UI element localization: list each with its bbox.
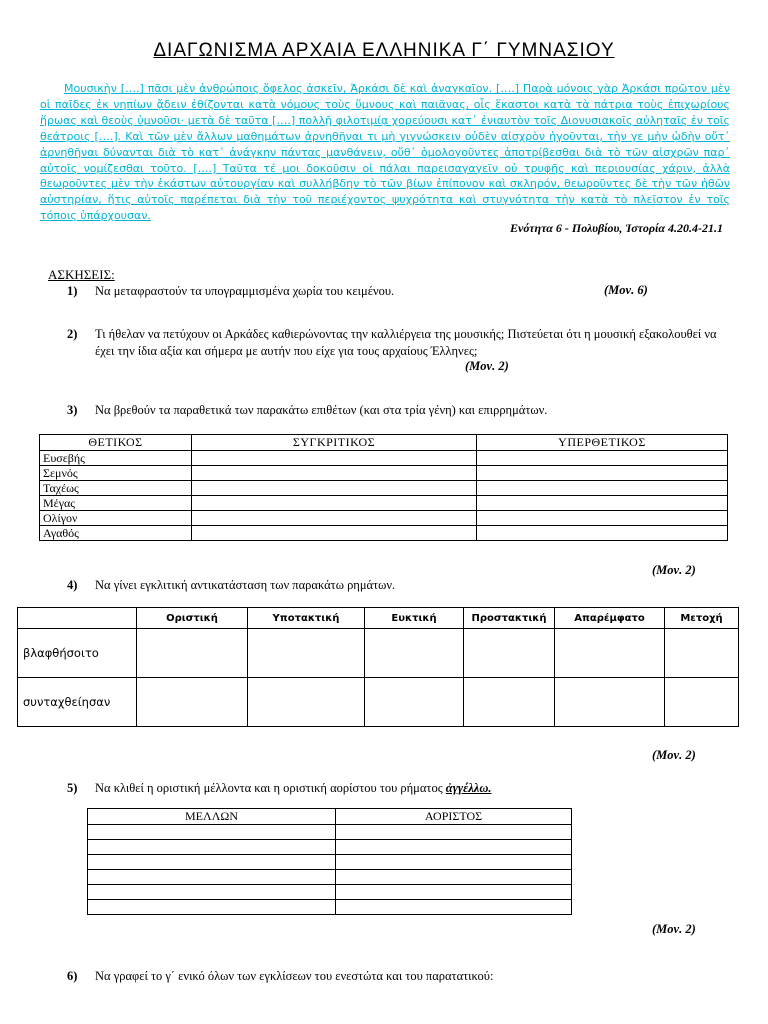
answer-cell[interactable]: [336, 885, 572, 900]
moods-table: [17, 607, 739, 727]
answer-cell[interactable]: [555, 629, 665, 678]
answer-cell[interactable]: [665, 629, 739, 678]
question-5: 5) Να κλιθεί η οριστική μέλλοντα και η οριστική αορίστου του ρήματος ἀγγέλλω.: [67, 781, 492, 795]
answer-cell[interactable]: [88, 825, 336, 840]
answer-cell[interactable]: [464, 629, 555, 678]
col-header-subjunctive: Υποτακτική: [248, 608, 365, 629]
col-header-comparative: ΣΥΓΚΡΙΤΙΚΟΣ: [192, 435, 477, 451]
question-5-marks: (Μον. 2): [652, 922, 696, 936]
table-row: [88, 855, 572, 870]
tenses-table: [87, 808, 572, 915]
answer-cell[interactable]: [192, 496, 477, 511]
answer-cell[interactable]: [88, 870, 336, 885]
row-label: βλαφθήσοιτο: [18, 629, 137, 678]
degrees-table: [39, 434, 728, 541]
answer-cell[interactable]: [88, 885, 336, 900]
col-header-indicative: Οριστική: [137, 608, 248, 629]
row-label: Ευσεβής: [40, 451, 192, 466]
answer-cell[interactable]: [477, 481, 728, 496]
answer-cell[interactable]: [336, 855, 572, 870]
table-row: [88, 900, 572, 915]
question-2: 2) Τι ήθελαν να πετύχουν οι Αρκάδες καθιερώνοντας την καλλιέργεια της μουσικής; Πιστεύεται ότι η μουσική εξακολουθεί να έχει την ίδια αξία και σήμερα με αυτήν που είχε για τους αρχαίους Έλληνες;: [67, 327, 717, 358]
answer-cell[interactable]: [192, 481, 477, 496]
answer-cell[interactable]: [555, 678, 665, 727]
col-header-positive: ΘΕΤΙΚΟΣ: [40, 435, 192, 451]
table-row: [88, 840, 572, 855]
col-header-aorist: ΑΟΡΙΣΤΟΣ: [336, 809, 572, 825]
answer-cell[interactable]: [336, 840, 572, 855]
answer-cell[interactable]: [365, 629, 464, 678]
answer-cell[interactable]: [192, 511, 477, 526]
answer-cell[interactable]: [192, 466, 477, 481]
answer-cell[interactable]: [665, 678, 739, 727]
question-1-marks: (Μον. 6): [604, 283, 648, 297]
question-4: 4) Να γίνει εγκλιτική αντικατάσταση των παρακάτω ρημάτων.: [67, 578, 396, 592]
table-header-row: [18, 608, 739, 629]
table-row: [18, 678, 739, 727]
table-row: [40, 481, 728, 496]
verb-aggello: ἀγγέλλω.: [445, 781, 492, 795]
exercises-heading: ΑΣΚΗΣΕΙΣ:: [48, 267, 115, 282]
answer-cell[interactable]: [477, 466, 728, 481]
answer-cell[interactable]: [248, 678, 365, 727]
answer-cell[interactable]: [88, 855, 336, 870]
table-row: [40, 511, 728, 526]
question-5-text: Να κλιθεί η οριστική μέλλοντα και η οριστική αορίστου του ρήματος: [95, 781, 443, 795]
col-header-optative: Ευκτική: [365, 608, 464, 629]
table-row: [88, 825, 572, 840]
col-header-verb: [18, 608, 137, 629]
col-header-imperative: Προστακτική: [464, 608, 555, 629]
answer-cell[interactable]: [248, 629, 365, 678]
answer-cell[interactable]: [477, 496, 728, 511]
question-4-marks: (Μον. 2): [652, 748, 696, 762]
table-row: [40, 496, 728, 511]
table-row: [88, 870, 572, 885]
row-label: συνταχθείησαν: [18, 678, 137, 727]
question-6: 6) Να γραφεί το γ΄ ενικό όλων των εγκλίσεων του ενεστώτα και του παρατατικού:: [67, 969, 494, 983]
question-1: 1) Να μεταφραστούν τα υπογραμμισμένα χωρία του κειμένου.: [67, 284, 395, 298]
answer-cell[interactable]: [137, 629, 248, 678]
col-header-future: ΜΕΛΛΩΝ: [88, 809, 336, 825]
answer-cell[interactable]: [137, 678, 248, 727]
answer-cell[interactable]: [88, 840, 336, 855]
table-row: [88, 885, 572, 900]
answer-cell[interactable]: [477, 511, 728, 526]
exam-title: ΔΙΑΓΩΝΙΣΜΑ ΑΡΧΑΙΑ ΕΛΛΗΝΙΚΑ Γ΄ ΓΥΜΝΑΣΙΟΥ: [153, 40, 615, 61]
answer-cell[interactable]: [88, 900, 336, 915]
answer-cell[interactable]: [336, 900, 572, 915]
row-label: Ολίγον: [40, 511, 192, 526]
table-header-row: [40, 435, 728, 451]
row-label: Μέγας: [40, 496, 192, 511]
answer-cell[interactable]: [477, 451, 728, 466]
table-header-row: [88, 809, 572, 825]
question-3: 3) Να βρεθούν τα παραθετικά των παρακάτω επιθέτων (και στα τρία γένη) και επιρρημάτων.: [67, 403, 548, 417]
source-citation: Ενότητα 6 - Πολυβίου, Ἱστορία 4.20.4-21.1: [510, 221, 723, 235]
answer-cell[interactable]: [365, 678, 464, 727]
table-row: [40, 466, 728, 481]
answer-cell[interactable]: [336, 870, 572, 885]
table-row: [18, 629, 739, 678]
answer-cell[interactable]: [336, 825, 572, 840]
row-label: Αγαθός: [40, 526, 192, 541]
ancient-text-passage: Μουσικὴν [….] πᾶσι μὲν ἀνθρώποις ὄφελος ἀσκεῖν, Ἀρκάσι δὲ καὶ ἀναγκαῖον. [….] Παρὰ μόνοις γὰρ Ἀρκάσι πρῶτον μὲν οἱ παῖδες ἐκ νηπίων ᾄδειν ἐθίζονται κατὰ νόμους τοὺς ὕμνους καὶ παιᾶνας, οἷς ἕκαστοι κατὰ τὰ πάτρια τοὺς ἐπιχωρίους ἥρωας καὶ θεοὺς ὑμνοῦσι· μετὰ δὲ ταῦτα [….] πολλῇ φιλοτιμίᾳ χορεύουσι κατ᾽ ἐνιαυτὸν τοῖς Διονυσιακοῖς αὐληταῖς ἐν τοῖς θεάτροις [….]. Καὶ τῶν μὲν ἄλλων μαθημάτων ἀρνηθῆναι τι μὴ γιγνώσκειν οὐδὲν αἰσχρὸν ἡγοῦνται, τὴν γε μὴν ᾠδὴν οὔτ᾽ ἀρνηθῆναι δύνανται διὰ τὸ κατ᾽ ἀνάγκην πάντας μανθάνειν, οὔθ᾽ ὁμολογοῦντες ἀποτρίβεσθαι διὰ τὸ τῶν αἰσχρῶν παρ᾽ αὐτοῖς νομίζεσθαι τοῦτο. [….] Ταῦτα τέ μοι δοκοῦσιν οἱ πάλαι παρεισαγαγεῖν οὐ τρυφῆς καὶ περιουσίας χάριν, ἀλλὰ θεωροῦντες μὲν τὴν ἑκάστων αὐτουργίαν καὶ συλλήβδην τὸ τῶν βίων ἐπίπονον καὶ σκληρόν, θεωροῦντες δὲ τὴν τῶν ἠθῶν αὐστηρίαν, ἥτις αὐτοῖς παρέπεται διὰ τὴν τοῦ περιέχοντος ψυχρότητα καὶ στυγνότητα τὴν κατὰ τὸ πλεῖστον ἐν τοῖς τόποις ὑπάρχουσαν.: [40, 82, 730, 223]
answer-cell[interactable]: [477, 526, 728, 541]
question-2-marks: (Μον. 2): [465, 359, 509, 373]
answer-cell[interactable]: [192, 451, 477, 466]
answer-cell[interactable]: [464, 678, 555, 727]
col-header-participle: Μετοχή: [665, 608, 739, 629]
col-header-infinitive: Απαρέμφατο: [555, 608, 665, 629]
col-header-superlative: ΥΠΕΡΘΕΤΙΚΟΣ: [477, 435, 728, 451]
table-row: [40, 526, 728, 541]
row-label: Ταχέως: [40, 481, 192, 496]
question-3-marks: (Μον. 2): [652, 563, 696, 577]
table-row: [40, 451, 728, 466]
answer-cell[interactable]: [192, 526, 477, 541]
row-label: Σεμνός: [40, 466, 192, 481]
